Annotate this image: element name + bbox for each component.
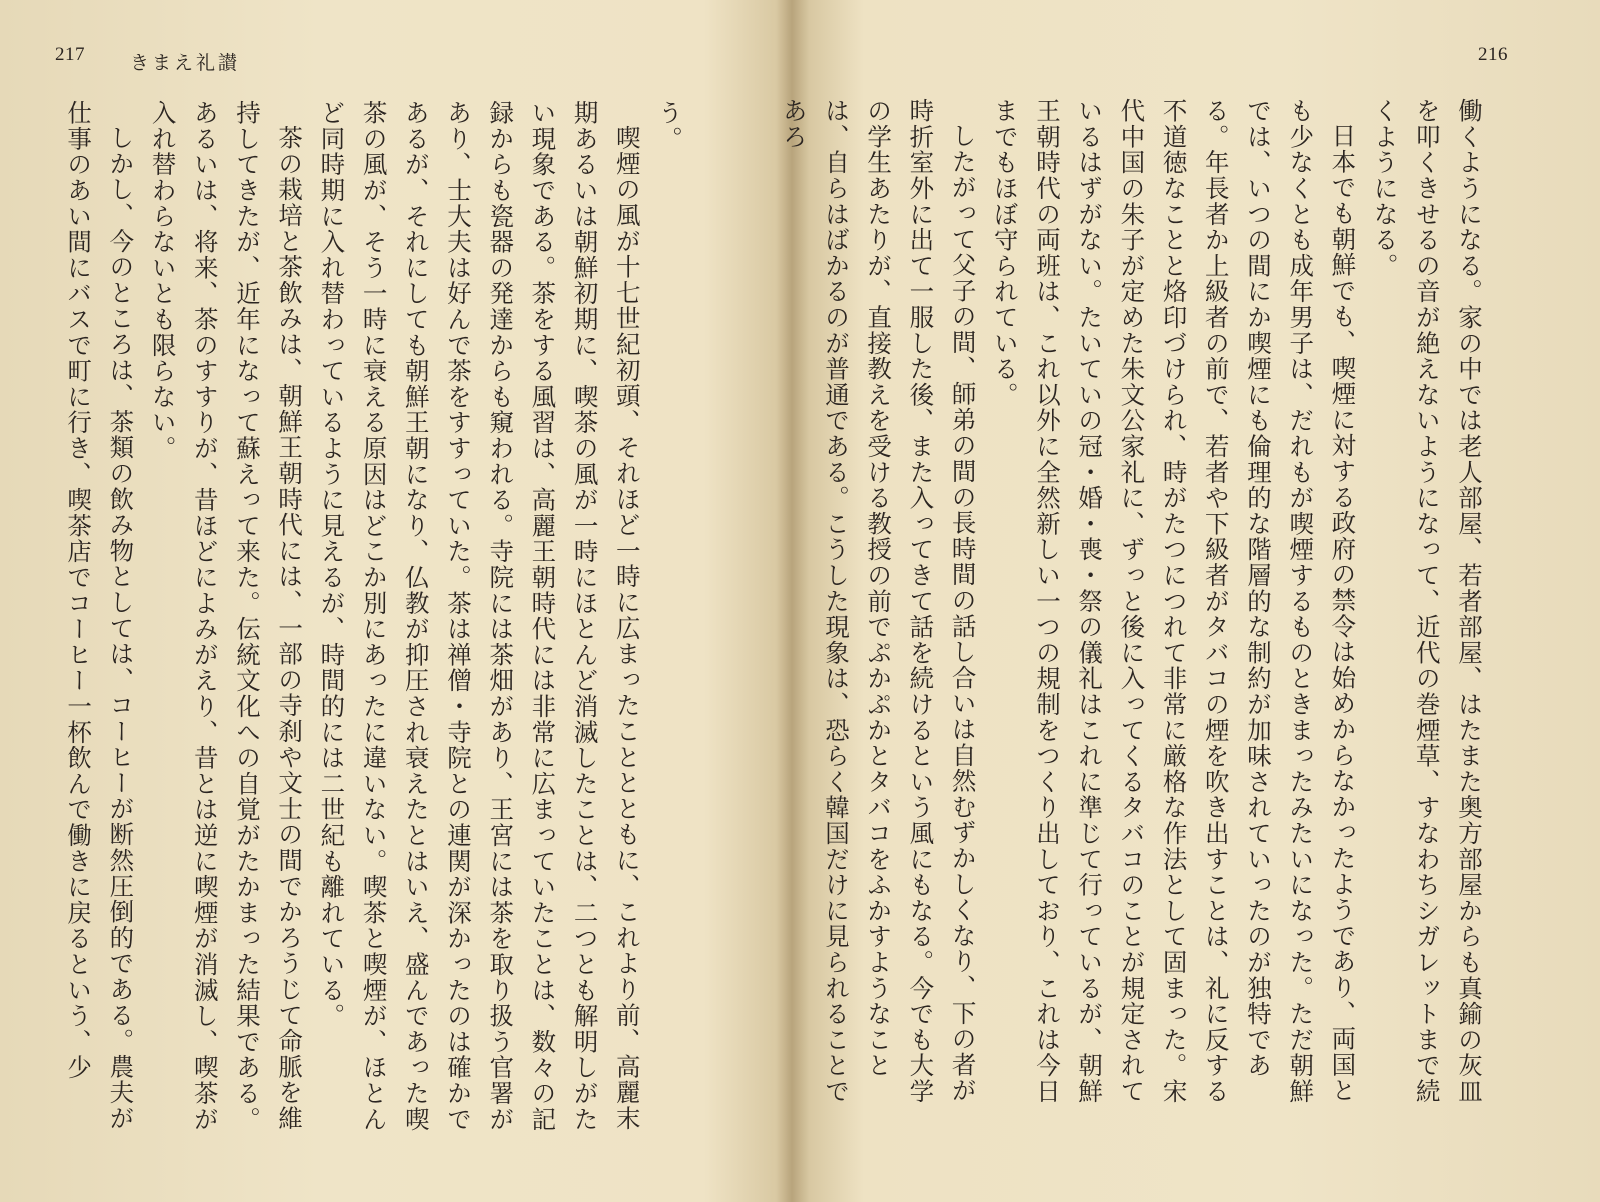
paragraph: う。: [655, 100, 684, 152]
paragraph: 働くようになる。家の中では老人部屋、若者部屋、はたまた奥方部屋からも真鍮の灰皿を叩くきせるの音が絶えないようになって、近代の巻煙草、すなわちシガレットまで続くようになる。: [1370, 98, 1484, 1105]
page-number: 216: [1478, 44, 1508, 65]
paragraph: しかし、今のところは、茶類の飲み物としては、コーヒーが断然圧倒的である。農夫が仕事のあい間にバスで町に行き、喫茶店でコーヒー一杯飲んで働きに戻るという、少: [64, 100, 136, 1131]
running-head: きまえ礼讃: [130, 52, 241, 74]
paragraph: 日本でも朝鮮でも、喫煙に対する政府の禁令は始めからなかったようであり、両国とも少なくとも成年男子は、だれもが喫煙するものときまったみたいになった。ただ朝鮮では、いつの間にか喫煙にも倫理的な階層的な制約が加味されていったのが独特である。年長者か上級者の前で、若者や下級者がタバコの煙を吹き出すことは、礼に反する不道徳なことと烙印づけられ、時がたつにつれて非常に厳格な作法として固まった。宋代中国の朱子が定めた朱文公家礼に、ずっと後に入ってくるタバコのことが規定されているはずがない。たいていの冠・婚・喪・祭の儀礼はこれに準じて行っているが、朝鮮王朝時代の両班は、これ以外に全然新しい一つの規制をつくり出しており、これは今日までもほぼ守られている。: [990, 98, 1358, 1105]
paragraph: 茶の栽培と茶飲みは、朝鮮王朝時代には、一部の寺刹や文士の間でかろうじて命脈を維持してきたが、近年になって蘇えって来た。伝統文化への自覚がたかまった結果である。あるいは、将来、茶のすすりが、昔ほどによみがえり、昔とは逆に喫煙が消滅し、喫茶が入れ替わらないとも限らない。: [148, 100, 305, 1132]
left-page-body: [50, 100, 690, 1140]
page-number: 217: [55, 44, 85, 65]
right-page: [779, 0, 1600, 1202]
paragraph: したがって父子の間、師弟の間の長時間の話し合いは自然むずかしくなり、下の者が時折室外に出て一服した後、また入ってきて話を続けるという風にもなる。今でも大学の学生あたりが、直接教えを受ける教授の前でぷかぷかとタバコをふかすようなことは、自らはばかるのが普通である。こうした現象は、恐らく韓国だけに見られることであろ: [779, 98, 978, 1105]
paragraph: 喫煙の風が十七世紀初頭、それほど一時に広まったこととともに、これより前、高麗末期あるいは朝鮮初期に、喫茶の風が一時にほとんど消滅したことは、二つとも解明しがたい現象である。茶をする風習は、高麗王朝時代には非常に広まっていたことは、数々の記録からも瓷器の発達からも窺われる。寺院には茶畑があり、王宮には茶を取り扱う官署があり、士大夫は好んで茶をすすっていた。茶は禅僧・寺院との連関が深かったのは確かであるが、それにしても朝鮮王朝になり、仏教が抑圧され衰えたとはいえ、盛んであった喫茶の風が、そう一時に衰える原因はどこか別にあったに違いない。喫茶と喫煙が、ほとんど同時期に入れ替わっているように見えるが、時間的には二世紀も離れている。: [317, 100, 642, 1132]
left-page: [0, 0, 790, 1202]
right-page-body: [779, 98, 1490, 1108]
